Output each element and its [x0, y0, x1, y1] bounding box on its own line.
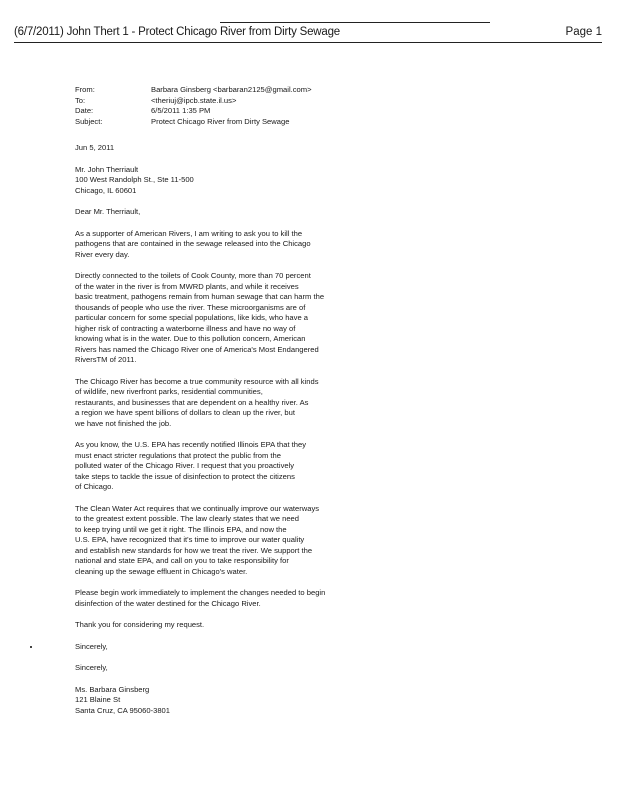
fax-header [14, 26, 602, 41]
to-row [75, 96, 312, 107]
address-line: Mr. John Therriault [75, 164, 139, 174]
letter-paragraph [75, 642, 350, 653]
date-row [75, 106, 312, 117]
paragraph-line: to the greatest extent possible. The law clearly states that we need [75, 514, 300, 523]
letter-paragraph [75, 229, 350, 261]
letter-paragraph [75, 504, 350, 578]
paragraph-line: The Chicago River has become a true community resource with all kinds [75, 376, 319, 386]
letter-date [75, 143, 350, 154]
letter-paragraph [75, 620, 350, 631]
paragraph-line: thousands of people who use the river. These microorganisms are of [75, 302, 306, 312]
salutation [75, 207, 350, 218]
paragraph-line: of wildlife, new riverfront parks, residential communities, [75, 387, 263, 396]
document-title: (6/7/2011) John Thert 1 - Protect Chicago River from Dirty Sewage [14, 26, 340, 38]
paragraph-line: basic treatment, pathogens remain from human sewage that can harm the [75, 292, 325, 301]
paragraph-line: of Chicago. [75, 482, 114, 491]
paragraph-line: River every day. [75, 249, 130, 259]
paragraph-line: RiversTM of 2011. [75, 355, 137, 364]
letter-paragraph [75, 377, 350, 430]
paragraph-line: a region we have spent billions of dollars to clean up the river, but [75, 408, 295, 417]
paragraph-line: As you know, the U.S. EPA has recently notified Illinois EPA that they [75, 440, 307, 449]
letter-body [75, 143, 350, 727]
paragraph-line: pathogens that are contained in the sewage released into the Chicago [75, 239, 311, 248]
from-label: From: [75, 85, 95, 94]
date-label: Date: [75, 106, 94, 115]
paragraph-line: Sincerely, [75, 641, 108, 651]
salutation-line: Dear Mr. Therriault, [75, 207, 141, 216]
signature-line: Santa Cruz, CA 95060-3801 [75, 705, 170, 715]
header-bottom-rule [14, 42, 602, 43]
paragraph-line: U.S. EPA, have recognized that it's time to improve our water quality [75, 535, 305, 544]
date-value: 6/5/2011 1:35 PM [151, 106, 211, 115]
paragraph-line: Directly connected to the toilets of Cook County, more than 70 percent [75, 271, 311, 280]
paragraph-line: of the water in the river is from MWRD plants, and while it receives [75, 281, 299, 291]
signature-block [75, 685, 350, 717]
to-label: To: [75, 95, 86, 105]
letter-paragraph [75, 271, 350, 366]
address-line: 100 West Randolph St., Ste 11-500 [75, 175, 194, 184]
paragraph-line: knowing what is in the water. Due to this pollution concern, American [75, 334, 306, 343]
paragraph-line: polluted water of the Chicago River. I request that you proactively [75, 461, 295, 470]
paragraph-line: restaurants, and businesses that are dependent on a healthy river. As [75, 397, 309, 407]
letter-paragraph [75, 663, 350, 674]
letter-paragraph [75, 588, 350, 609]
recipient-address [75, 165, 350, 197]
signature-line: Ms. Barbara Ginsberg [75, 684, 150, 694]
header-top-rule [220, 22, 490, 23]
subject-label: Subject: [75, 116, 103, 126]
address-line: Chicago, IL 60601 [75, 185, 137, 195]
paragraph-line: Rivers has named the Chicago River one of America's Most Endangered [75, 344, 319, 354]
page-number: Page 1 [565, 26, 602, 38]
paragraph-line: must enact stricter regulations that protect the public from the [75, 450, 281, 460]
letter-date-line: Jun 5, 2011 [75, 143, 115, 152]
from-row [75, 85, 312, 96]
paragraph-line: and establish new standards for how we treat the river. We support the [75, 545, 313, 555]
paragraph-line: disinfection of the water destined for the Chicago River. [75, 598, 261, 608]
email-metadata [75, 85, 312, 127]
to-value: <theriuj@ipcb.state.il.us> [151, 95, 237, 105]
from-value: Barbara Ginsberg <barbaran2125@gmail.com> [151, 85, 312, 94]
paragraph-line: take steps to tackle the issue of disinfection to protect the citizens [75, 471, 295, 481]
paragraph-line: particular concern for some special populations, like kids, who have a [75, 313, 308, 322]
paragraph-line: higher risk of contracting a waterborne illness and have no way of [75, 323, 296, 333]
subject-value: Protect Chicago River from Dirty Sewage [151, 116, 290, 126]
paragraph-line: national and state EPA, and call on you to take responsibility for [75, 556, 289, 565]
paragraph-line: Sincerely, [75, 663, 108, 672]
paragraph-line: to keep trying until we get it right. The Illinois EPA, and now the [75, 524, 287, 534]
paragraph-line: Thank you for considering my request. [75, 620, 205, 629]
scan-speck [30, 646, 32, 648]
paragraph-line: As a supporter of American Rivers, I am writing to ask you to kill the [75, 228, 303, 238]
paragraph-line: The Clean Water Act requires that we continually improve our waterways [75, 503, 320, 513]
paragraph-line: Please begin work immediately to implement the changes needed to begin [75, 588, 326, 597]
subject-row [75, 117, 312, 128]
signature-line: 121 Blaine St [75, 695, 121, 704]
paragraph-line: we have not finished the job. [75, 418, 172, 428]
letter-paragraphs [75, 229, 350, 674]
paragraph-line: cleaning up the sewage effluent in Chicago's water. [75, 566, 248, 576]
letter-paragraph [75, 440, 350, 493]
